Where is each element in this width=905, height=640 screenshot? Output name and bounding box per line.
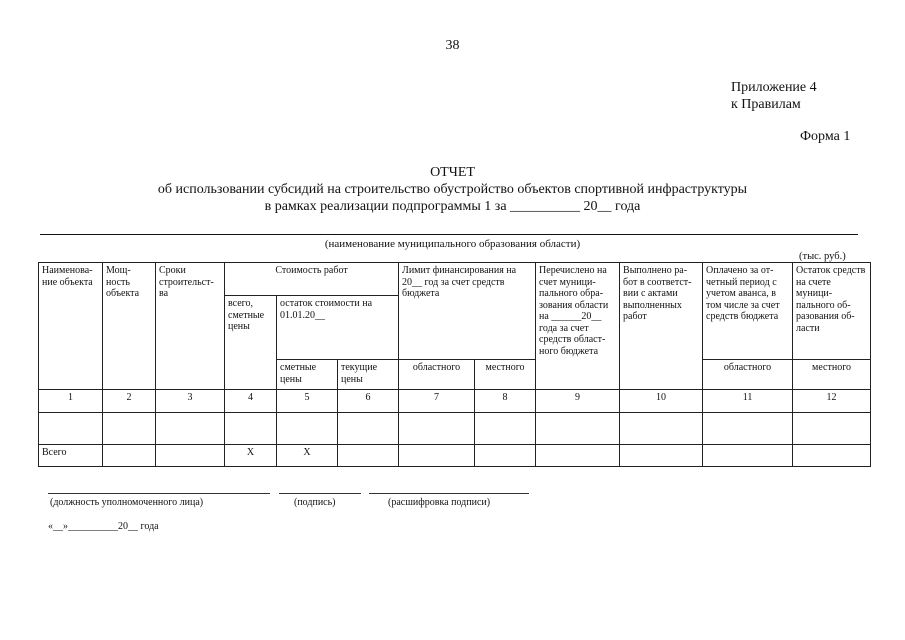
decryption-signature-line xyxy=(369,493,529,494)
total-col5-mark: X xyxy=(277,445,338,467)
header-row-1 xyxy=(39,263,871,296)
header-limit-regional: областного xyxy=(399,360,475,390)
empty-cell xyxy=(103,413,156,445)
total-label: Всего xyxy=(39,445,103,467)
empty-cell xyxy=(703,445,793,467)
empty-cell xyxy=(620,445,703,467)
header-balance-local: местного xyxy=(793,360,871,390)
header-construction-dates: Сроки строительст-ва xyxy=(156,263,225,390)
column-number: 7 xyxy=(399,390,475,413)
column-number: 11 xyxy=(703,390,793,413)
header-estimate-prices: сметные цены xyxy=(277,360,338,390)
empty-cell xyxy=(475,445,536,467)
column-number: 6 xyxy=(338,390,399,413)
empty-cell xyxy=(156,445,225,467)
column-number: 2 xyxy=(103,390,156,413)
header-balance-group: Остаток средств на счете муници-пального об-разования об-ласти xyxy=(793,263,871,360)
title-line-3: в рамках реализации подпрограммы 1 за __________ 20__ года xyxy=(264,199,641,214)
empty-cell xyxy=(225,413,277,445)
header-remaining-cost: остаток стоимости на 01.01.20__ xyxy=(277,296,399,360)
total-row xyxy=(39,445,871,467)
blank-data-row xyxy=(39,413,871,445)
title-line-1: ОТЧЕТ xyxy=(430,165,475,180)
header-cost-group: Стоимость работ xyxy=(225,263,399,296)
header-paid-regional: областного xyxy=(703,360,793,390)
empty-cell xyxy=(536,445,620,467)
column-number: 10 xyxy=(620,390,703,413)
appendix-line-1: Приложение 4 xyxy=(731,80,817,95)
header-limit-local: местного xyxy=(475,360,536,390)
empty-cell xyxy=(793,445,871,467)
empty-cell xyxy=(39,413,103,445)
header-object-name: Наименова-ние объекта xyxy=(39,263,103,390)
form-label: Форма 1 xyxy=(800,129,851,144)
column-number: 3 xyxy=(156,390,225,413)
signature-line xyxy=(279,493,361,494)
municipality-rule xyxy=(40,234,858,235)
header-cost-total: всего, сметные цены xyxy=(225,296,277,390)
header-current-prices: текущие цены xyxy=(338,360,399,390)
column-number-row xyxy=(39,390,871,413)
column-number: 8 xyxy=(475,390,536,413)
decryption-caption: (расшифровка подписи) xyxy=(388,497,491,508)
empty-cell xyxy=(103,445,156,467)
empty-cell xyxy=(475,413,536,445)
empty-cell xyxy=(399,445,475,467)
column-number: 1 xyxy=(39,390,103,413)
unit-label: (тыс. руб.) xyxy=(799,251,846,262)
header-completed: Выполнено ра-бот в соответст-вии с актами выполненных работ xyxy=(620,263,703,390)
position-signature-line xyxy=(48,493,270,494)
empty-cell xyxy=(793,413,871,445)
header-paid-group: Оплачено за от-четный период с учетом аванса, в том числе за счет средств бюджета xyxy=(703,263,793,360)
header-transferred: Перечислено на счет муници-пального обра-зования области на ______20__ года за счет средств област-ного бюджета xyxy=(536,263,620,390)
signature-caption: (подпись) xyxy=(294,497,336,508)
page-number: 38 xyxy=(445,38,460,53)
header-capacity: Мощ-ность объекта xyxy=(103,263,156,390)
column-number: 5 xyxy=(277,390,338,413)
appendix-line-2: к Правилам xyxy=(731,97,801,112)
empty-cell xyxy=(156,413,225,445)
empty-cell xyxy=(703,413,793,445)
position-caption: (должность уполномоченного лица) xyxy=(50,497,204,508)
title-line-2: об использовании субсидий на строительство обустройство объектов спортивной инфраструктуры xyxy=(157,182,748,197)
empty-cell xyxy=(277,413,338,445)
date-line: «__»__________20__ года xyxy=(48,521,159,532)
empty-cell xyxy=(536,413,620,445)
empty-cell xyxy=(338,413,399,445)
empty-cell xyxy=(399,413,475,445)
municipality-caption: (наименование муниципального образования области) xyxy=(324,238,581,250)
appendix-note xyxy=(731,79,817,113)
header-limit-group: Лимит финансирования на 20__ год за счет средств бюджета xyxy=(399,263,536,360)
column-number: 12 xyxy=(793,390,871,413)
total-col4-mark: X xyxy=(225,445,277,467)
column-number: 9 xyxy=(536,390,620,413)
empty-cell xyxy=(338,445,399,467)
report-table xyxy=(38,262,871,467)
report-title xyxy=(0,164,905,215)
column-number: 4 xyxy=(225,390,277,413)
empty-cell xyxy=(620,413,703,445)
